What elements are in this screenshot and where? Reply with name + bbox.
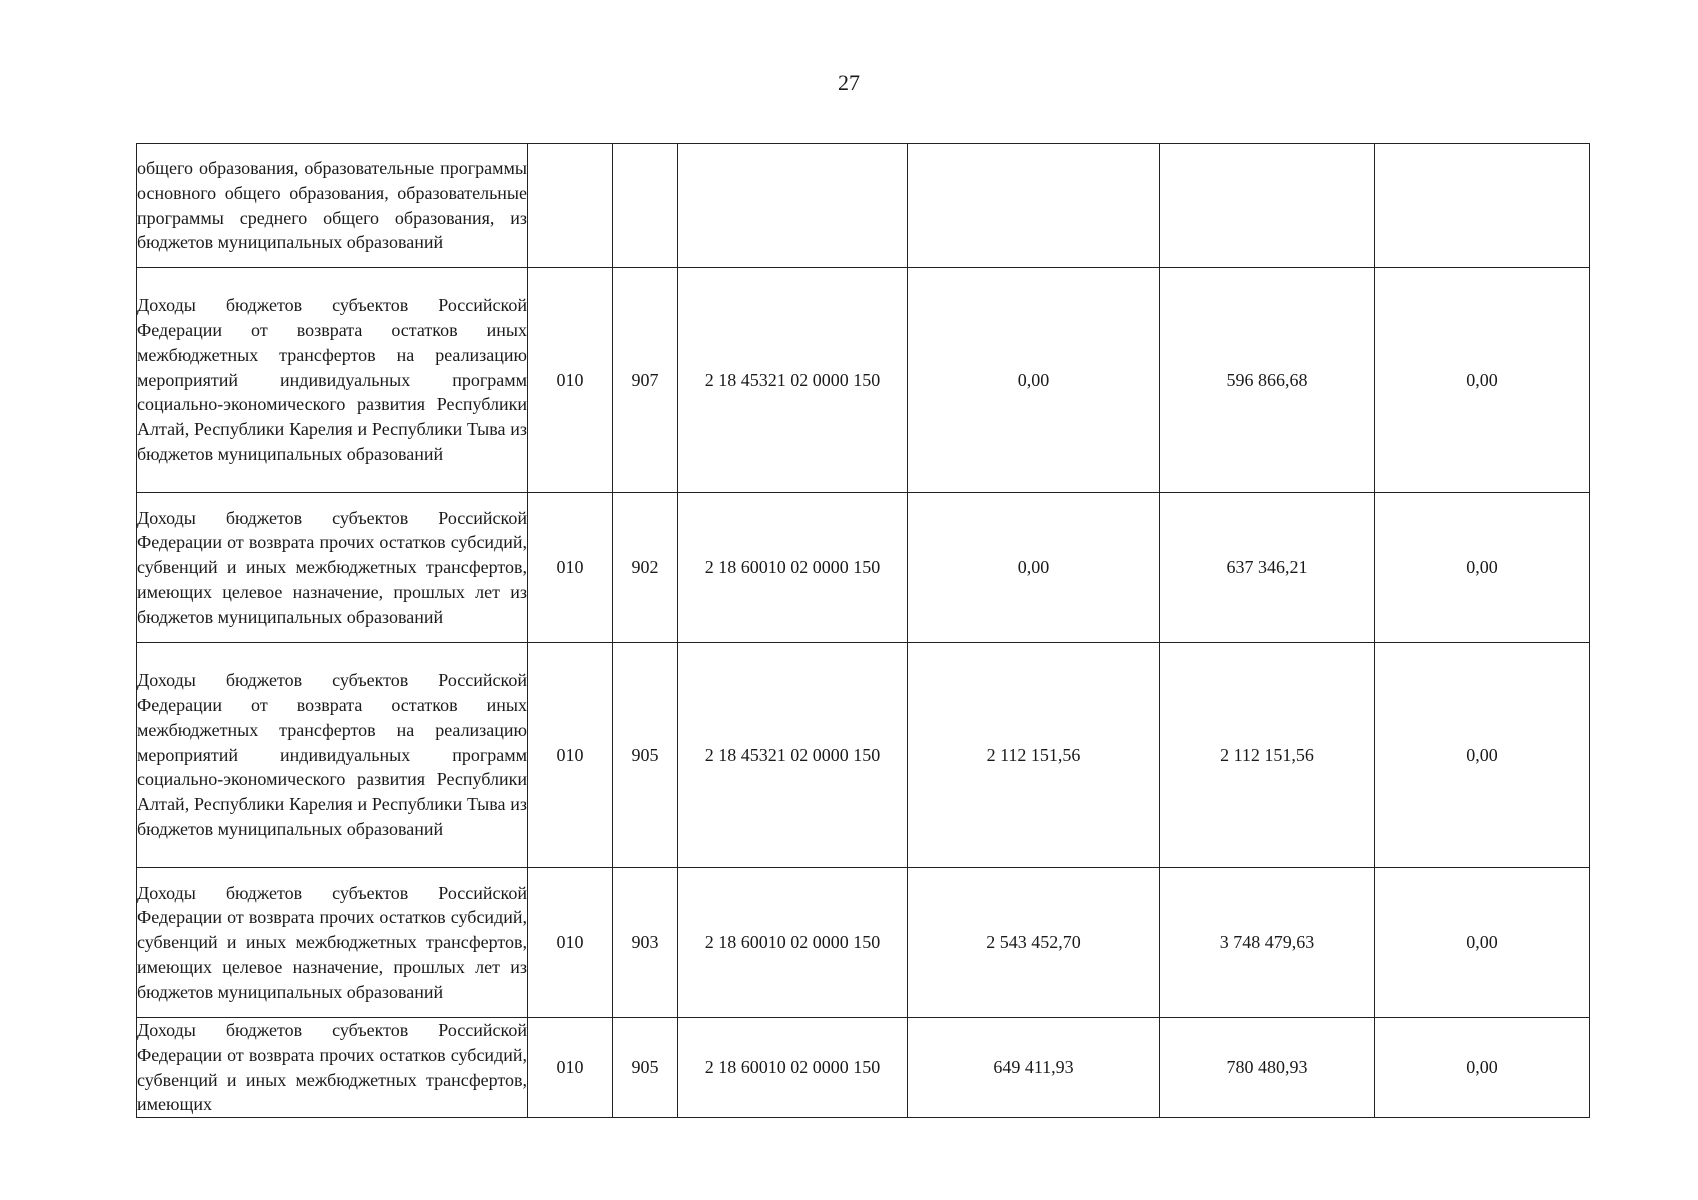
- value-1-cell: 0,00: [908, 493, 1160, 643]
- kbk-cell: 2 18 60010 02 0000 150: [678, 493, 908, 643]
- admin-code-cell: [528, 144, 613, 268]
- admin-code-cell: 010: [528, 643, 613, 868]
- admin-code-cell: 010: [528, 1018, 613, 1118]
- value-2-cell: 637 346,21: [1160, 493, 1375, 643]
- table-row: [137, 1018, 1590, 1118]
- value-2-cell: 780 480,93: [1160, 1018, 1375, 1118]
- value-3-cell: 0,00: [1375, 643, 1590, 868]
- chapter-code-cell: 903: [613, 868, 678, 1018]
- row-description: Доходы бюджетов субъектов Российской Федерации от возврата остатков иных межбюджетных трансфертов на реализацию мероприятий индивидуальных программ социально-экономического развития Республики Алтай, Республики Карелия и Республики Тыва из бюджетов муниципальных образований: [137, 643, 528, 868]
- value-3-cell: 0,00: [1375, 493, 1590, 643]
- value-2-cell: 596 866,68: [1160, 268, 1375, 493]
- value-2-cell: 2 112 151,56: [1160, 643, 1375, 868]
- kbk-cell: [678, 144, 908, 268]
- chapter-code-cell: 907: [613, 268, 678, 493]
- row-description: общего образования, образовательные программы основного общего образования, образовательные программы среднего общего образования, из бюджетов муниципальных образований: [137, 144, 528, 268]
- value-2-cell: 3 748 479,63: [1160, 868, 1375, 1018]
- value-1-cell: 2 112 151,56: [908, 643, 1160, 868]
- table-row: [137, 868, 1590, 1018]
- chapter-code-cell: 905: [613, 1018, 678, 1118]
- value-3-cell: 0,00: [1375, 868, 1590, 1018]
- table-row: [137, 144, 1590, 268]
- chapter-code-cell: [613, 144, 678, 268]
- value-2-cell: [1160, 144, 1375, 268]
- kbk-cell: 2 18 60010 02 0000 150: [678, 1018, 908, 1118]
- value-3-cell: [1375, 144, 1590, 268]
- chapter-code-cell: 902: [613, 493, 678, 643]
- table-row: [137, 493, 1590, 643]
- row-description: Доходы бюджетов субъектов Российской Федерации от возврата остатков иных межбюджетных трансфертов на реализацию мероприятий индивидуальных программ социально-экономического развития Республики Алтай, Республики Карелия и Республики Тыва из бюджетов муниципальных образований: [137, 268, 528, 493]
- page-number: 27: [838, 70, 860, 95]
- admin-code-cell: 010: [528, 493, 613, 643]
- admin-code-cell: 010: [528, 268, 613, 493]
- admin-code-cell: 010: [528, 868, 613, 1018]
- value-1-cell: 2 543 452,70: [908, 868, 1160, 1018]
- chapter-code-cell: 905: [613, 643, 678, 868]
- value-1-cell: 649 411,93: [908, 1018, 1160, 1118]
- revenue-table: [136, 143, 1590, 1118]
- kbk-cell: 2 18 60010 02 0000 150: [678, 868, 908, 1018]
- row-description: Доходы бюджетов субъектов Российской Федерации от возврата прочих остатков субсидий, субвенций и иных межбюджетных трансфертов, имеющих целевое назначение, прошлых лет из бюджетов муниципальных образований: [137, 493, 528, 643]
- kbk-cell: 2 18 45321 02 0000 150: [678, 643, 908, 868]
- table-row: [137, 268, 1590, 493]
- row-description: Доходы бюджетов субъектов Российской Федерации от возврата прочих остатков субсидий, субвенций и иных межбюджетных трансфертов, имеющих целевое назначение, прошлых лет из бюджетов муниципальных образований: [137, 868, 528, 1018]
- table-row: [137, 643, 1590, 868]
- row-description: Доходы бюджетов субъектов Российской Федерации от возврата прочих остатков субсидий, субвенций и иных межбюджетных трансфертов, имеющих: [137, 1018, 528, 1118]
- kbk-cell: 2 18 45321 02 0000 150: [678, 268, 908, 493]
- value-1-cell: [908, 144, 1160, 268]
- value-1-cell: 0,00: [908, 268, 1160, 493]
- value-3-cell: 0,00: [1375, 1018, 1590, 1118]
- value-3-cell: 0,00: [1375, 268, 1590, 493]
